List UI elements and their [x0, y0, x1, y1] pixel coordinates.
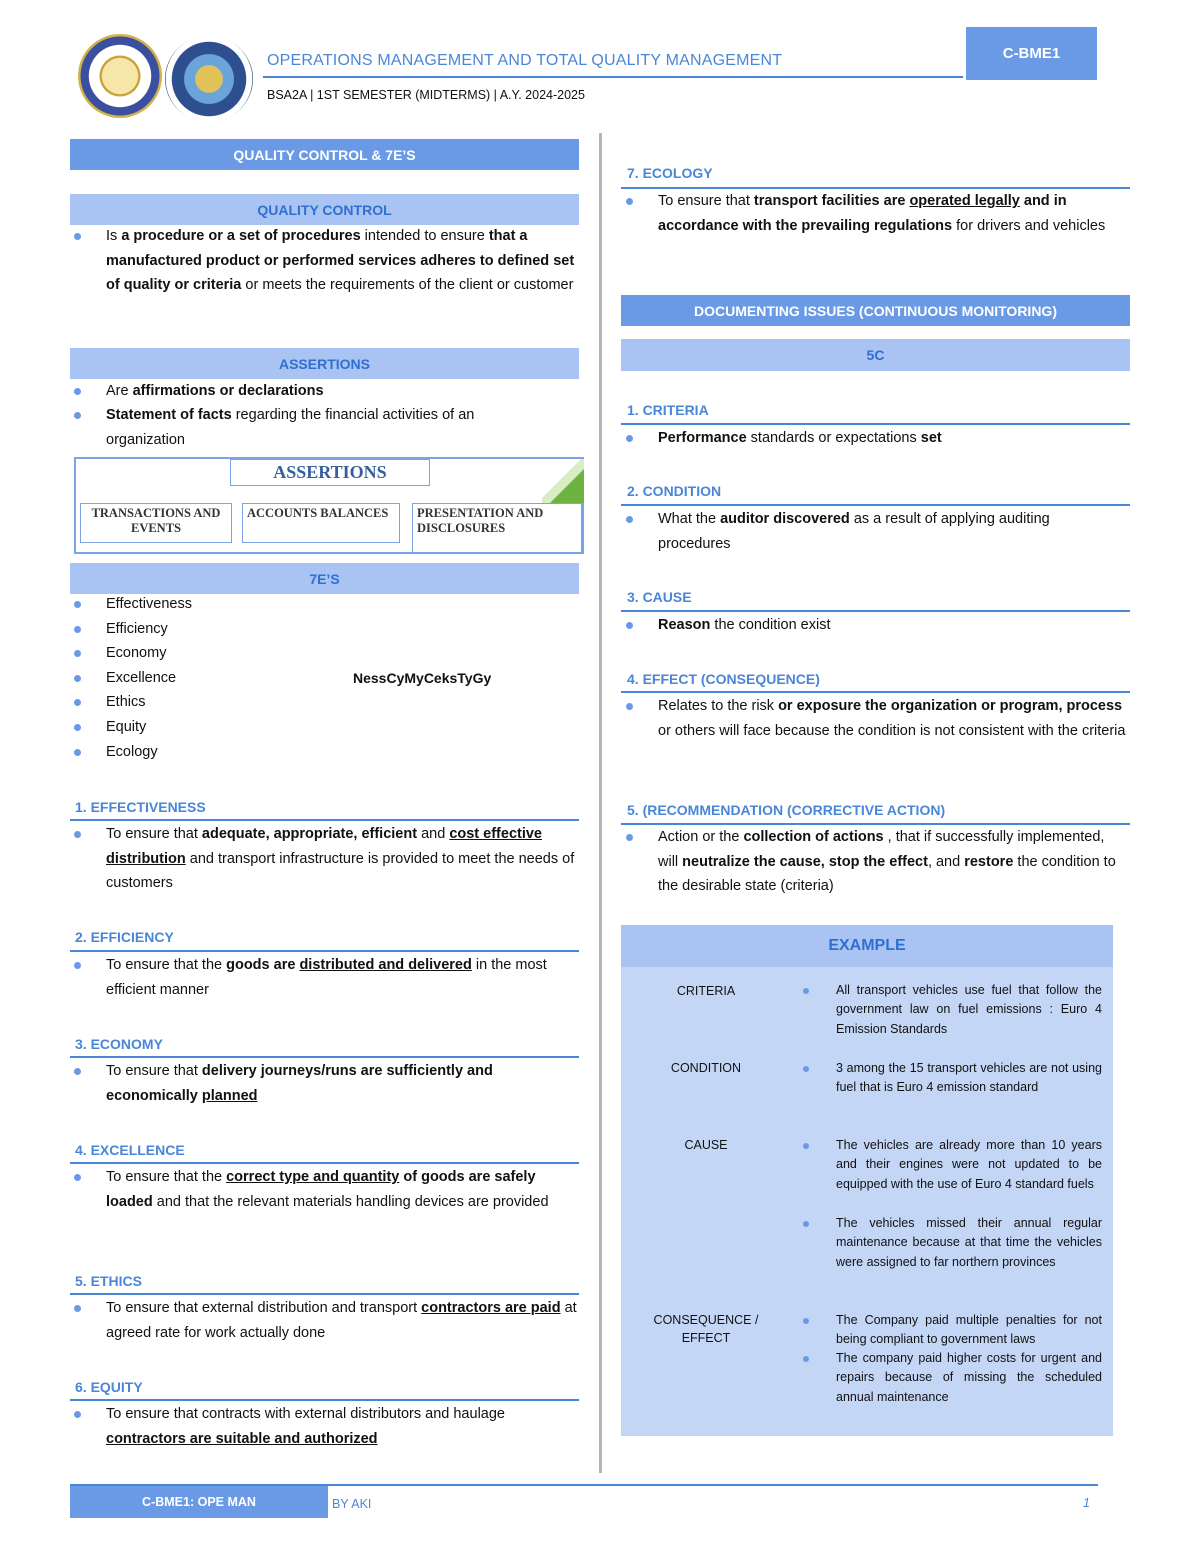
ethics-heading: 5. ETHICS [75, 1273, 142, 1289]
example-effect-item-1: The Company paid multiple penalties for not being compliant to government laws [836, 1311, 1102, 1350]
quality-control-7es-bar: QUALITY CONTROL & 7E’S [70, 139, 579, 170]
criteria-text: Performance standards or expectations set [658, 426, 1124, 451]
assertions-diagram-title: ASSERTIONS [230, 459, 430, 486]
effectiveness-rule [70, 819, 579, 821]
example-cause-label: CAUSE [684, 1138, 728, 1152]
page-subtitle: BSA2A | 1ST SEMESTER (MIDTERMS) | A.Y. 2024-2025 [267, 88, 585, 102]
list-item: Ecology [106, 740, 192, 765]
page-number: 1 [1083, 1496, 1090, 1510]
condition-heading: 2. CONDITION [627, 483, 722, 499]
excellence-text: To ensure that the correct type and quantity of goods are safely loaded and that the relevant materials handling devices are provided [106, 1165, 576, 1214]
effectiveness-heading: 1. EFFECTIVENESS [75, 799, 206, 815]
column-divider [599, 133, 602, 1473]
economy-heading: 3. ECONOMY [75, 1036, 163, 1052]
equity-heading: 6. EQUITY [75, 1379, 143, 1395]
equity-rule [70, 1399, 579, 1401]
seven-es-list [106, 592, 192, 764]
example-criteria-label: CRITERIA [676, 984, 736, 998]
five-c-bar: 5C [621, 339, 1130, 371]
recommendation-text: Action or the collection of actions , that if successfully implemented, will neutralize the cause, stop the effect, and restore the condition to the desirable state (criteria) [658, 825, 1124, 899]
list-item: Efficiency [106, 617, 192, 642]
list-item: Excellence [106, 666, 192, 691]
recommendation-heading: 5. (RECOMMENDATION (CORRECTIVE ACTION) [627, 802, 946, 818]
efficiency-rule [70, 950, 579, 952]
diagram-box-transactions: TRANSACTIONS AND EVENTS [80, 503, 232, 543]
criteria-rule [621, 423, 1130, 425]
course-code-badge: C-BME1 [966, 27, 1097, 80]
criteria-heading: 1. CRITERIA [627, 402, 709, 418]
ethics-text: To ensure that external distribution and transport contractors are paid at agreed rate for work actually done [106, 1296, 582, 1345]
assertions-bullet-2: Statement of facts regarding the financial activities of an organization [106, 403, 546, 452]
condition-text: What the auditor discovered as a result of applying auditing procedures [658, 507, 1098, 556]
seven-es-bar: 7E’S [70, 563, 579, 594]
effectiveness-text: To ensure that adequate, appropriate, efficient and cost effective distribution and transport infrastructure is provided to meet the needs of customers [106, 822, 582, 896]
footer-course-badge: C-BME1: OPE MAN [70, 1486, 328, 1518]
quality-control-definition: Is a procedure or a set of procedures intended to ensure that a manufactured product or performed services adheres to defined set of quality or criteria or meets the requirements of the client or customer [106, 224, 582, 298]
excellence-heading: 4. EXCELLENCE [75, 1142, 185, 1158]
assertions-diagram [74, 457, 584, 554]
list-item: Effectiveness [106, 592, 192, 617]
list-item: Economy [106, 641, 192, 666]
cause-text: Reason the condition exist [658, 613, 1124, 638]
example-heading: EXAMPLE [621, 925, 1113, 967]
economy-text: To ensure that delivery journeys/runs are sufficiently and economically planned [106, 1059, 546, 1108]
example-table [621, 925, 1113, 1436]
example-criteria-item: All transport vehicles use fuel that follow the government law on fuel emissions : Euro 4 Emission Standards [836, 981, 1102, 1039]
example-effect-item-2: The company paid higher costs for urgent and repairs because of missing the scheduled annual maintenance [836, 1349, 1102, 1407]
diagram-box-presentation: PRESENTATION AND DISCLOSURES [412, 503, 582, 553]
equity-text: To ensure that contracts with external distributors and haulage contractors are suitable and authorized [106, 1402, 576, 1451]
list-item: Ethics [106, 690, 192, 715]
cause-rule [621, 610, 1130, 612]
footer-author: BY AKI [332, 1497, 372, 1511]
university-seal-logo [78, 34, 162, 118]
list-item: Equity [106, 715, 192, 740]
example-cause-item-1: The vehicles are already more than 10 years and their engines were not updated to be equipped with the use of Euro 4 standard fuels [836, 1136, 1102, 1194]
efficiency-text: To ensure that the goods are distributed and delivered in the most efficient manner [106, 953, 576, 1002]
effect-heading: 4. EFFECT (CONSEQUENCE) [627, 671, 820, 687]
example-condition-item: 3 among the 15 transport vehicles are not using fuel that is Euro 4 emission standard [836, 1059, 1102, 1098]
ethics-rule [70, 1293, 579, 1295]
effect-rule [621, 691, 1130, 693]
example-condition-label: CONDITION [670, 1061, 742, 1075]
page-title: OPERATIONS MANAGEMENT AND TOTAL QUALITY MANAGEMENT [267, 52, 783, 69]
example-effect-label: CONSEQUENCE / EFFECT [653, 1313, 759, 1345]
ecology-text: To ensure that transport facilities are operated legally and in accordance with the prevailing regulations for drivers and vehicles [658, 189, 1124, 238]
college-seal-logo [165, 36, 253, 122]
diagram-corner-decoration [542, 459, 584, 503]
assertions-bar: ASSERTIONS [70, 348, 579, 379]
diagram-box-accounts: ACCOUNTS BALANCES [242, 503, 400, 543]
ecology-heading: 7. ECOLOGY [627, 165, 713, 181]
efficiency-heading: 2. EFFICIENCY [75, 929, 174, 945]
title-divider [263, 76, 963, 78]
quality-control-bar: QUALITY CONTROL [70, 194, 579, 225]
cause-heading: 3. CAUSE [627, 589, 692, 605]
excellence-rule [70, 1162, 579, 1164]
documenting-issues-bar: DOCUMENTING ISSUES (CONTINUOUS MONITORING) [621, 295, 1130, 326]
example-cause-item-2: The vehicles missed their annual regular maintenance because at that time the vehicles were assigned to far northern provinces [836, 1214, 1102, 1272]
seven-es-mnemonic: NessCyMyCeksTyGy [353, 670, 492, 686]
economy-rule [70, 1056, 579, 1058]
effect-text: Relates to the risk or exposure the organization or program, process or others will face because the condition is not consistent with the criteria [658, 694, 1130, 743]
condition-rule [621, 504, 1130, 506]
assertions-bullet-1: Are affirmations or declarations [106, 379, 576, 404]
